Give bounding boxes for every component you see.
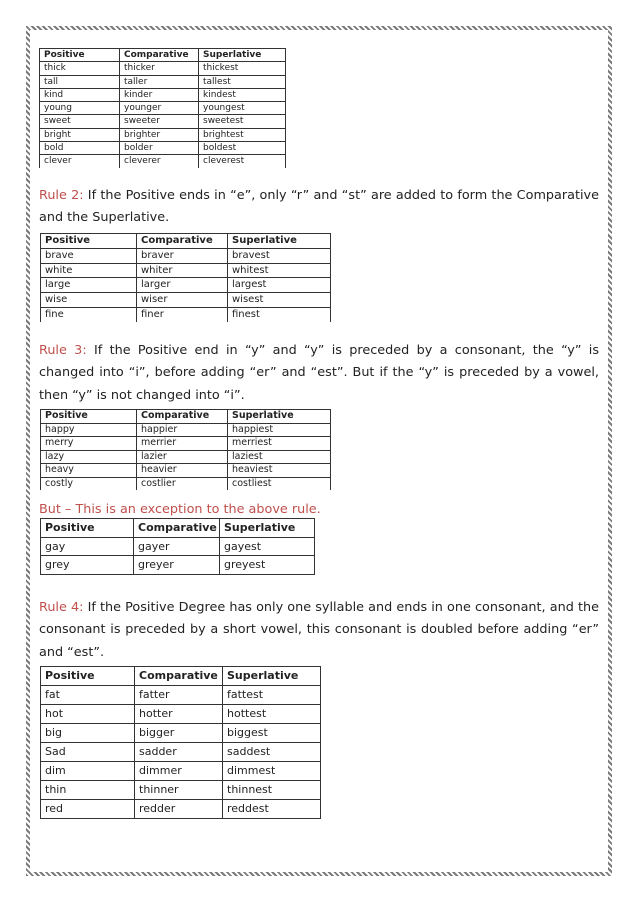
header-positive: Positive xyxy=(41,410,137,424)
superlative-cell: brightest xyxy=(199,128,286,141)
table-row xyxy=(41,437,331,451)
table-header-row xyxy=(40,49,286,62)
superlative-cell: reddest xyxy=(223,800,321,819)
comparative-cell: costlier xyxy=(137,477,228,490)
superlative-cell: bravest xyxy=(228,248,331,263)
comparative-cell: merrier xyxy=(137,437,228,451)
positive-cell: merry xyxy=(41,437,137,451)
superlative-cell: finest xyxy=(228,307,331,321)
positive-cell: lazy xyxy=(41,450,137,464)
superlative-cell: thinnest xyxy=(223,781,321,800)
comparative-cell: larger xyxy=(137,278,228,293)
table-row xyxy=(40,62,286,75)
superlative-cell: sweetest xyxy=(199,115,286,128)
comparative-cell: whiter xyxy=(137,263,228,278)
positive-cell: clever xyxy=(40,155,120,168)
comparison-table xyxy=(40,233,331,322)
table-row xyxy=(40,75,286,88)
positive-cell: bright xyxy=(40,128,120,141)
superlative-cell: biggest xyxy=(223,724,321,743)
comparative-cell: heavier xyxy=(137,464,228,478)
table-row xyxy=(41,537,315,556)
superlative-cell: dimmest xyxy=(223,762,321,781)
comparative-cell: sadder xyxy=(135,743,223,762)
superlative-cell: cleverest xyxy=(199,155,286,168)
comparative-cell: thinner xyxy=(135,781,223,800)
superlative-cell: largest xyxy=(228,278,331,293)
table-row xyxy=(40,128,286,141)
comparative-cell: finer xyxy=(137,307,228,321)
positive-cell: red xyxy=(41,800,135,819)
superlative-cell: saddest xyxy=(223,743,321,762)
header-superlative: Superlative xyxy=(228,410,331,424)
header-comparative: Comparative xyxy=(135,667,223,686)
degrees-table-exception xyxy=(40,518,315,575)
superlative-cell: greyest xyxy=(220,556,315,575)
table-row xyxy=(41,800,321,819)
positive-cell: big xyxy=(41,724,135,743)
superlative-cell: merriest xyxy=(228,437,331,451)
table-row xyxy=(41,781,321,800)
comparison-table xyxy=(40,666,321,819)
comparative-cell: younger xyxy=(120,102,199,115)
positive-cell: gay xyxy=(41,537,134,556)
degrees-table-3 xyxy=(40,409,331,490)
superlative-cell: fattest xyxy=(223,686,321,705)
positive-cell: large xyxy=(41,278,137,293)
table-row xyxy=(40,142,286,155)
table-row xyxy=(41,423,331,437)
positive-cell: happy xyxy=(41,423,137,437)
comparative-cell: fatter xyxy=(135,686,223,705)
comparative-cell: dimmer xyxy=(135,762,223,781)
superlative-cell: whitest xyxy=(228,263,331,278)
comparison-table xyxy=(40,518,315,575)
positive-cell: hot xyxy=(41,705,135,724)
table-row xyxy=(41,686,321,705)
positive-cell: thin xyxy=(41,781,135,800)
header-superlative: Superlative xyxy=(220,519,315,538)
comparative-cell: gayer xyxy=(134,537,220,556)
table-row xyxy=(41,278,331,293)
superlative-cell: costliest xyxy=(228,477,331,490)
table-row xyxy=(41,724,321,743)
comparative-cell: greyer xyxy=(134,556,220,575)
superlative-cell: boldest xyxy=(199,142,286,155)
table-row xyxy=(41,293,331,308)
positive-cell: tall xyxy=(40,75,120,88)
superlative-cell: heaviest xyxy=(228,464,331,478)
superlative-cell: laziest xyxy=(228,450,331,464)
superlative-cell: kindest xyxy=(199,88,286,101)
comparative-cell: kinder xyxy=(120,88,199,101)
header-superlative: Superlative xyxy=(199,49,286,62)
header-positive: Positive xyxy=(41,234,137,249)
comparative-cell: sweeter xyxy=(120,115,199,128)
superlative-cell: wisest xyxy=(228,293,331,308)
positive-cell: kind xyxy=(40,88,120,101)
comparative-cell: happier xyxy=(137,423,228,437)
positive-cell: heavy xyxy=(41,464,137,478)
superlative-cell: youngest xyxy=(199,102,286,115)
superlative-cell: hottest xyxy=(223,705,321,724)
table-header-row xyxy=(41,234,331,249)
superlative-cell: thickest xyxy=(199,62,286,75)
degrees-table-2 xyxy=(40,233,331,322)
rule-3-label: Rule 3: xyxy=(39,343,87,358)
rule-4-label: Rule 4: xyxy=(39,600,84,615)
superlative-cell: tallest xyxy=(199,75,286,88)
rule-3-paragraph xyxy=(39,340,599,407)
table-row xyxy=(41,477,331,490)
positive-cell: thick xyxy=(40,62,120,75)
positive-cell: young xyxy=(40,102,120,115)
table-row xyxy=(41,464,331,478)
header-superlative: Superlative xyxy=(228,234,331,249)
positive-cell: brave xyxy=(41,248,137,263)
comparative-cell: braver xyxy=(137,248,228,263)
header-positive: Positive xyxy=(41,519,134,538)
rule-2-paragraph xyxy=(39,185,599,230)
positive-cell: Sad xyxy=(41,743,135,762)
comparative-cell: wiser xyxy=(137,293,228,308)
positive-cell: grey xyxy=(41,556,134,575)
degrees-table-5 xyxy=(40,666,321,819)
table-row xyxy=(41,743,321,762)
table-row xyxy=(41,263,331,278)
table-row xyxy=(40,102,286,115)
positive-cell: fine xyxy=(41,307,137,321)
rule-4-text: If the Positive Degree has only one syllable and ends in one consonant, and the consonant is preceded by a short vowel, this consonant is doubled before adding “er” and “est”. xyxy=(39,600,599,660)
superlative-cell: happiest xyxy=(228,423,331,437)
degrees-table-1 xyxy=(39,48,286,168)
comparative-cell: taller xyxy=(120,75,199,88)
header-positive: Positive xyxy=(40,49,120,62)
positive-cell: wise xyxy=(41,293,137,308)
comparative-cell: lazier xyxy=(137,450,228,464)
comparative-cell: hotter xyxy=(135,705,223,724)
table-row xyxy=(41,705,321,724)
superlative-cell: gayest xyxy=(220,537,315,556)
table-row xyxy=(40,88,286,101)
rule-2-text: If the Positive ends in “e”, only “r” and “st” are added to form the Comparative and the Superlative. xyxy=(39,188,599,226)
comparative-cell: thicker xyxy=(120,62,199,75)
rule-3-text: If the Positive end in “y” and “y” is preceded by a consonant, the “y” is changed into “i”, before adding “er” and “est”. But if the “y” is preceded by a vowel, then “y” is not changed into “i”. xyxy=(39,343,599,403)
table-row xyxy=(41,450,331,464)
table-header-row xyxy=(41,519,315,538)
comparative-cell: bolder xyxy=(120,142,199,155)
table-header-row xyxy=(41,667,321,686)
table-row xyxy=(40,115,286,128)
comparison-table xyxy=(39,48,286,168)
positive-cell: costly xyxy=(41,477,137,490)
table-row xyxy=(41,307,331,321)
table-row xyxy=(41,556,315,575)
table-row xyxy=(41,248,331,263)
table-header-row xyxy=(41,410,331,424)
positive-cell: bold xyxy=(40,142,120,155)
positive-cell: dim xyxy=(41,762,135,781)
positive-cell: fat xyxy=(41,686,135,705)
comparative-cell: redder xyxy=(135,800,223,819)
comparison-table xyxy=(40,409,331,490)
exception-note: But – This is an exception to the above rule. xyxy=(39,502,321,517)
header-comparative: Comparative xyxy=(134,519,220,538)
comparative-cell: cleverer xyxy=(120,155,199,168)
header-superlative: Superlative xyxy=(223,667,321,686)
header-comparative: Comparative xyxy=(137,410,228,424)
header-comparative: Comparative xyxy=(137,234,228,249)
table-row xyxy=(41,762,321,781)
table-row xyxy=(40,155,286,168)
header-positive: Positive xyxy=(41,667,135,686)
positive-cell: sweet xyxy=(40,115,120,128)
header-comparative: Comparative xyxy=(120,49,199,62)
positive-cell: white xyxy=(41,263,137,278)
comparative-cell: bigger xyxy=(135,724,223,743)
comparative-cell: brighter xyxy=(120,128,199,141)
rule-2-label: Rule 2: xyxy=(39,188,84,203)
rule-4-paragraph xyxy=(39,597,599,664)
